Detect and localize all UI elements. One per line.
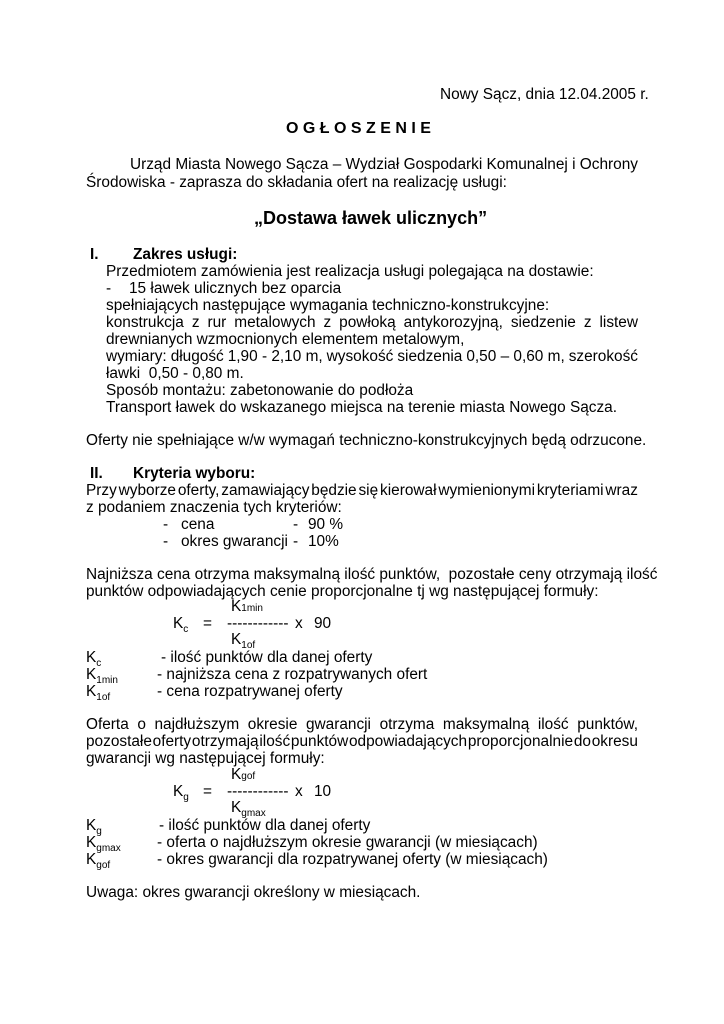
word: wysokość	[326, 348, 394, 365]
criterion-name: cena	[181, 516, 215, 533]
subject-title: „Dostawa ławek ulicznych”	[254, 208, 488, 228]
word: i	[572, 156, 576, 173]
legend-description: - oferta o najdłuższym okresie gwarancji (w miesiącach)	[157, 834, 538, 851]
word: proporcjonalnie	[467, 733, 574, 750]
document-date: Nowy Sącz, dnia 12.04.2005 r.	[440, 86, 649, 103]
formula-times: x	[295, 783, 303, 800]
closing-note: Uwaga: okres gwarancji określony w miesiącach.	[86, 884, 421, 901]
word: do	[573, 733, 591, 750]
word: Sącza	[285, 156, 329, 173]
formula-factor: 10	[314, 783, 332, 800]
legend-description: - cena rozpatrywanej oferty	[157, 683, 343, 700]
section-1-line-5: drewnianych wzmocnionych elementem metalowym,	[106, 331, 465, 348]
word: siedzenia	[397, 348, 463, 365]
formula-equals: =	[203, 783, 212, 800]
rejection-note: Oferty nie spełniające w/w wymagań techniczno-konstrukcyjnych będą odrzucone.	[86, 432, 647, 449]
intro-line-1	[130, 156, 638, 174]
legend-symbol: $K_{1of}$	[86, 683, 111, 703]
formula-lhs: $K_c$	[173, 615, 189, 635]
word: rur	[207, 314, 227, 331]
section-1-line-1: Przedmiotem zamówienia jest realizacja usługi polegająca na dostawie:	[106, 263, 594, 280]
legend-symbol: $K_{1min}$	[86, 666, 118, 686]
bullet-dash: -	[106, 280, 112, 297]
bullet-text: 15 ławek ulicznych bez oparcia	[129, 280, 342, 297]
section-1-line-3: spełniających następujące wymagania techniczno-konstrukcyjne:	[106, 297, 550, 314]
formula-times: x	[295, 615, 303, 632]
section-1-line-7: ławki 0,50 - 0,80 m.	[106, 365, 244, 382]
legend-symbol: $K_g$	[86, 817, 102, 837]
price-line-1: Najniższa cena otrzyma maksymalną ilość punktów, pozostałe ceny otrzymają ilość	[86, 566, 658, 583]
word: punktów	[290, 733, 349, 750]
word: okresie	[247, 716, 298, 733]
word: Komunalnej	[486, 156, 568, 173]
formula-numerator: K1min	[231, 598, 263, 615]
formula-fraction-bar: ------------	[227, 783, 289, 800]
word: metalowych	[234, 314, 316, 331]
word: otrzyma	[379, 716, 435, 733]
criterion-name: okres gwarancji	[181, 533, 288, 550]
criterion-dash: -	[163, 533, 169, 550]
section-2-line-1	[86, 482, 638, 500]
warranty-line-1	[86, 716, 638, 734]
word: oferty	[152, 733, 192, 750]
intro-line-2: Środowiska - zaprasza do składania ofert na realizację usługi:	[86, 174, 507, 191]
legend-symbol: $K_{gmax}$	[86, 834, 121, 854]
word: zamawiający	[221, 482, 310, 499]
criterion-sep: -	[293, 533, 299, 550]
word: wraz	[605, 482, 638, 499]
word: okresu	[591, 733, 638, 750]
legend-description: - ilość punktów dla danej oferty	[161, 649, 373, 666]
section-2-number: II.	[90, 465, 103, 482]
warranty-line-2	[86, 733, 638, 751]
section-1-line-8: Sposób montażu: zabetonowanie do podłoża	[106, 382, 414, 399]
section-1-line-4	[106, 314, 638, 332]
word: z	[191, 314, 200, 331]
word: wyborze	[118, 482, 176, 499]
criterion-weight: 10%	[308, 533, 339, 550]
formula-denominator: $K_{gmax}$	[231, 799, 266, 819]
word: gwarancji	[305, 716, 371, 733]
word: kryteriami	[536, 482, 604, 499]
legend-description: - okres gwarancji dla rozpatrywanej oferty (w miesiącach)	[157, 851, 548, 868]
word: wymiary:	[106, 348, 167, 365]
warranty-line-3: gwarancji wg następującej formuły:	[86, 750, 325, 767]
word: Oferta	[86, 716, 129, 733]
word: siedzenie	[510, 314, 576, 331]
word: Gospodarki	[403, 156, 483, 173]
word: się	[358, 482, 379, 499]
criterion-weight: 90 %	[308, 516, 344, 533]
document-heading: O G Ł O S Z E N I E	[286, 120, 431, 137]
word: oferty,	[177, 482, 220, 499]
word: antykorozyjną,	[403, 314, 503, 331]
word: Urząd	[130, 156, 172, 173]
section-2-line-2: z podaniem znaczenia tych kryteriów:	[86, 499, 342, 516]
word: maksymalną	[442, 716, 530, 733]
legend-description: - ilość punktów dla danej oferty	[159, 817, 371, 834]
formula-denominator: $K_{1of}$	[231, 631, 256, 651]
legend-symbol: $K_{gof}$	[86, 851, 111, 871]
formula-fraction-bar: ------------	[227, 615, 289, 632]
criterion-sep: -	[293, 516, 299, 533]
word: –	[332, 156, 342, 173]
word: otrzymają	[191, 733, 259, 750]
formula-lhs: $K_g$	[173, 783, 189, 803]
word: punktów,	[577, 716, 638, 733]
section-1-title: Zakres usługi:	[133, 246, 238, 263]
word: listew	[599, 314, 638, 331]
word: Nowego	[224, 156, 282, 173]
formula-numerator: Kgof	[231, 766, 256, 783]
word: szerokość	[568, 348, 638, 365]
word: odpowiadających	[348, 733, 468, 750]
word: z	[323, 314, 332, 331]
word: 1,90 - 2,10 m,	[227, 348, 323, 365]
word: będzie	[311, 482, 357, 499]
word: Ochrony	[579, 156, 638, 173]
word: Miasta	[175, 156, 221, 173]
section-1-line-6	[106, 348, 638, 366]
word: ilość	[259, 733, 291, 750]
word: o	[137, 716, 146, 733]
word: długość	[170, 348, 224, 365]
criterion-dash: -	[163, 516, 169, 533]
word: najdłuższym	[154, 716, 240, 733]
formula-equals: =	[203, 615, 212, 632]
word: ilość	[537, 716, 569, 733]
word: Przy	[86, 482, 117, 499]
word: 0,50 – 0,60 m,	[466, 348, 565, 365]
legend-description: - najniższa cena z rozpatrywanych ofert	[157, 666, 428, 683]
section-2-title: Kryteria wyboru:	[133, 465, 256, 482]
section-1-line-9: Transport ławek do wskazanego miejsca na terenie miasta Nowego Sącza.	[106, 399, 617, 416]
word: powłoką	[339, 314, 396, 331]
legend-symbol: $K_c$	[86, 649, 102, 669]
word: pozostałe	[86, 733, 152, 750]
word: kierował	[380, 482, 437, 499]
word: z	[583, 314, 592, 331]
word: Wydział	[345, 156, 400, 173]
formula-factor: 90	[314, 615, 332, 632]
word: wymienionymi	[438, 482, 535, 499]
word: konstrukcja	[106, 314, 184, 331]
section-1-number: I.	[90, 246, 99, 263]
price-line-2: punktów odpowiadających cenie proporcjonalne tj wg następującej formuły:	[86, 583, 599, 600]
